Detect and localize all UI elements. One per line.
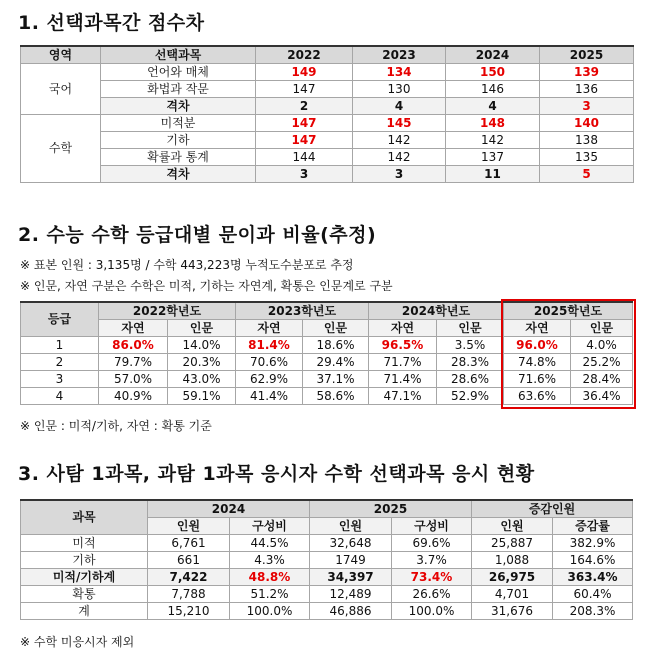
year-header: 2023학년도 — [236, 302, 369, 320]
data-cell: 69.6% — [392, 535, 472, 552]
ratio-cell: 28.6% — [437, 371, 504, 388]
score-cell: 139 — [540, 64, 634, 81]
subject-header: 과목 — [21, 500, 148, 535]
table-row — [21, 132, 634, 149]
data-cell: 46,886 — [310, 603, 392, 620]
gap-label: 격차 — [101, 98, 256, 115]
score-cell: 149 — [256, 64, 353, 81]
score-cell: 135 — [540, 149, 634, 166]
score-cell: 142 — [446, 132, 540, 149]
table-row — [21, 149, 634, 166]
ratio-cell: 86.0% — [99, 337, 168, 354]
header-area: 영역 — [21, 46, 101, 64]
data-cell: 1,088 — [472, 552, 553, 569]
track-header: 인문 — [437, 320, 504, 337]
data-cell: 363.4% — [553, 569, 633, 586]
grade-cell: 2 — [21, 354, 99, 371]
ratio-cell: 43.0% — [168, 371, 236, 388]
grade-cell: 4 — [21, 388, 99, 405]
table-row — [21, 64, 634, 81]
column-header: 구성비 — [392, 518, 472, 535]
data-cell: 15,210 — [148, 603, 230, 620]
data-cell: 32,648 — [310, 535, 392, 552]
score-cell: 148 — [446, 115, 540, 132]
gap-cell: 4 — [446, 98, 540, 115]
year-header: 2025학년도 — [504, 302, 633, 320]
sample-note: ※ 표본 인원 : 3,135명 / 수학 443,223명 누적도수분포로 추정 — [20, 258, 354, 272]
track-header: 자연 — [99, 320, 168, 337]
subject-cell: 계 — [21, 603, 148, 620]
table-row — [21, 535, 633, 552]
score-cell: 146 — [446, 81, 540, 98]
data-cell: 382.9% — [553, 535, 633, 552]
data-cell: 48.8% — [230, 569, 310, 586]
group-header: 2025 — [310, 500, 472, 518]
data-cell: 4.3% — [230, 552, 310, 569]
section2-title: 2. 수능 수학 등급대별 문이과 비율(추정) — [18, 224, 377, 246]
ratio-cell: 96.5% — [369, 337, 437, 354]
ratio-cell: 59.1% — [168, 388, 236, 405]
data-cell: 7,788 — [148, 586, 230, 603]
ratio-cell: 63.6% — [504, 388, 571, 405]
score-cell: 134 — [353, 64, 446, 81]
ratio-cell: 96.0% — [504, 337, 571, 354]
subject-cell: 확통 — [21, 586, 148, 603]
ratio-cell: 74.8% — [504, 354, 571, 371]
ratio-cell: 81.4% — [236, 337, 303, 354]
data-cell: 208.3% — [553, 603, 633, 620]
track-header: 인문 — [571, 320, 633, 337]
score-gap-table — [20, 45, 634, 183]
subject-cell: 미적/기하계 — [21, 569, 148, 586]
data-cell: 44.5% — [230, 535, 310, 552]
ratio-cell: 71.7% — [369, 354, 437, 371]
column-header: 인원 — [310, 518, 392, 535]
subject-cell: 언어와 매체 — [101, 64, 256, 81]
table-row — [21, 586, 633, 603]
ratio-cell: 52.9% — [437, 388, 504, 405]
column-header: 인원 — [148, 518, 230, 535]
ratio-cell: 25.2% — [571, 354, 633, 371]
gap-cell: 2 — [256, 98, 353, 115]
ratio-cell: 29.4% — [303, 354, 369, 371]
table-row — [21, 552, 633, 569]
score-cell: 145 — [353, 115, 446, 132]
header-year: 2023 — [353, 46, 446, 64]
grade-cell: 3 — [21, 371, 99, 388]
score-cell: 140 — [540, 115, 634, 132]
track-header: 자연 — [236, 320, 303, 337]
section3-title: 3. 사탐 1과목, 과탐 1과목 응시자 수학 선택과목 응시 현황 — [18, 463, 535, 485]
ratio-cell: 79.7% — [99, 354, 168, 371]
gap-row — [21, 166, 634, 183]
grade-cell: 1 — [21, 337, 99, 354]
track-basis-note: ※ 인문 : 미적/기하, 자연 : 확통 기준 — [20, 419, 212, 433]
score-cell: 147 — [256, 115, 353, 132]
section1-title: 1. 선택과목간 점수차 — [18, 12, 205, 34]
score-cell: 136 — [540, 81, 634, 98]
data-cell: 661 — [148, 552, 230, 569]
header-subject: 선택과목 — [101, 46, 256, 64]
gap-cell: 4 — [353, 98, 446, 115]
gap-label: 격차 — [101, 166, 256, 183]
gap-cell: 5 — [540, 166, 634, 183]
ratio-cell: 37.1% — [303, 371, 369, 388]
data-cell: 4,701 — [472, 586, 553, 603]
ratio-cell: 3.5% — [437, 337, 504, 354]
subject-applicants-table — [20, 499, 633, 620]
data-cell: 7,422 — [148, 569, 230, 586]
data-cell: 60.4% — [553, 586, 633, 603]
subject-cell: 기하 — [21, 552, 148, 569]
score-cell: 138 — [540, 132, 634, 149]
score-cell: 144 — [256, 149, 353, 166]
ratio-cell: 62.9% — [236, 371, 303, 388]
subtotal-row — [21, 569, 633, 586]
ratio-cell: 36.4% — [571, 388, 633, 405]
table-row — [21, 115, 634, 132]
year-header: 2024학년도 — [369, 302, 504, 320]
data-cell: 26.6% — [392, 586, 472, 603]
area-cell: 국어 — [21, 64, 101, 115]
year-header: 2022학년도 — [99, 302, 236, 320]
ratio-cell: 70.6% — [236, 354, 303, 371]
score-cell: 137 — [446, 149, 540, 166]
data-cell: 12,489 — [310, 586, 392, 603]
ratio-cell: 47.1% — [369, 388, 437, 405]
score-cell: 150 — [446, 64, 540, 81]
data-cell: 34,397 — [310, 569, 392, 586]
data-cell: 1749 — [310, 552, 392, 569]
header-year: 2022 — [256, 46, 353, 64]
total-row — [21, 603, 633, 620]
group-header-row — [21, 500, 633, 518]
table-row — [21, 81, 634, 98]
ratio-cell: 40.9% — [99, 388, 168, 405]
track-header: 자연 — [504, 320, 571, 337]
data-cell: 164.6% — [553, 552, 633, 569]
ratio-cell: 57.0% — [99, 371, 168, 388]
ratio-cell: 20.3% — [168, 354, 236, 371]
track-header: 인문 — [168, 320, 236, 337]
score-cell: 147 — [256, 132, 353, 149]
subject-cell: 미적분 — [101, 115, 256, 132]
data-cell: 73.4% — [392, 569, 472, 586]
table-header-row — [21, 46, 634, 64]
score-cell: 142 — [353, 132, 446, 149]
track-header: 자연 — [369, 320, 437, 337]
group-header: 증감인원 — [472, 500, 633, 518]
data-cell: 26,975 — [472, 569, 553, 586]
data-cell: 25,887 — [472, 535, 553, 552]
subject-cell: 기하 — [101, 132, 256, 149]
ratio-cell: 28.3% — [437, 354, 504, 371]
gap-cell: 3 — [540, 98, 634, 115]
gap-cell: 3 — [256, 166, 353, 183]
exclusion-note: ※ 수학 미응시자 제외 — [20, 635, 135, 649]
ratio-cell: 14.0% — [168, 337, 236, 354]
track-header: 인문 — [303, 320, 369, 337]
ratio-cell: 18.6% — [303, 337, 369, 354]
data-cell: 100.0% — [392, 603, 472, 620]
subject-cell: 미적 — [21, 535, 148, 552]
score-cell: 147 — [256, 81, 353, 98]
data-cell: 3.7% — [392, 552, 472, 569]
header-year: 2024 — [446, 46, 540, 64]
ratio-cell: 28.4% — [571, 371, 633, 388]
gap-cell: 3 — [353, 166, 446, 183]
ratio-cell: 71.4% — [369, 371, 437, 388]
score-cell: 130 — [353, 81, 446, 98]
subject-cell: 확률과 통계 — [101, 149, 256, 166]
grade-header: 등급 — [21, 302, 99, 337]
highlight-box-2025 — [501, 299, 636, 409]
data-cell: 31,676 — [472, 603, 553, 620]
score-cell: 142 — [353, 149, 446, 166]
column-header: 구성비 — [230, 518, 310, 535]
ratio-cell: 41.4% — [236, 388, 303, 405]
gap-row — [21, 98, 634, 115]
header-year: 2025 — [540, 46, 634, 64]
column-header: 인원 — [472, 518, 553, 535]
column-header: 증감률 — [553, 518, 633, 535]
data-cell: 100.0% — [230, 603, 310, 620]
gap-cell: 11 — [446, 166, 540, 183]
data-cell: 6,761 — [148, 535, 230, 552]
ratio-cell: 58.6% — [303, 388, 369, 405]
area-cell: 수학 — [21, 115, 101, 183]
classification-note: ※ 인문, 자연 구분은 수학은 미적, 기하는 자연계, 확통은 인문계로 구분 — [20, 279, 393, 293]
subject-cell: 화법과 작문 — [101, 81, 256, 98]
data-cell: 51.2% — [230, 586, 310, 603]
ratio-cell: 4.0% — [571, 337, 633, 354]
group-header: 2024 — [148, 500, 310, 518]
ratio-cell: 71.6% — [504, 371, 571, 388]
